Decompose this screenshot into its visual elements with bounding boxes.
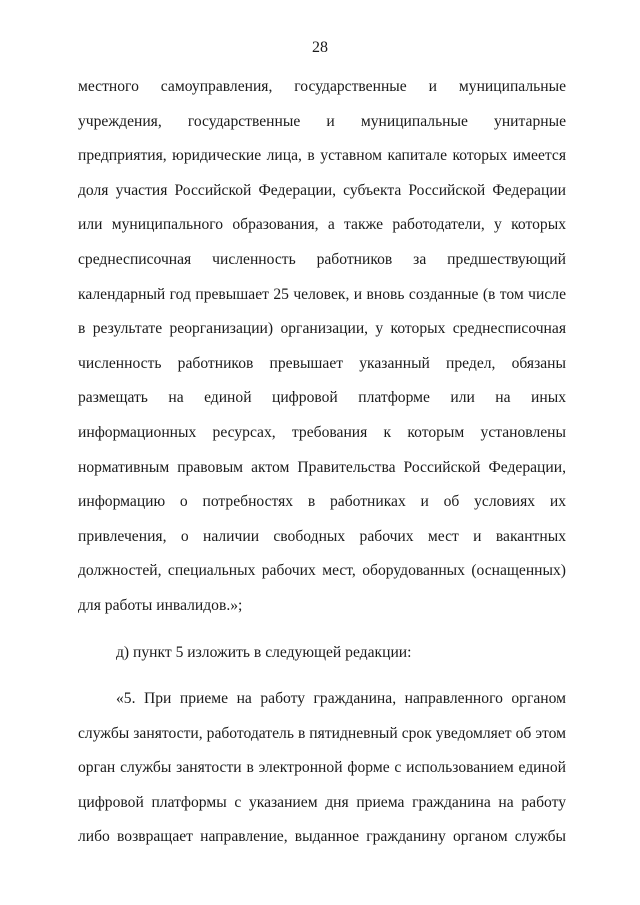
paragraph-continuation: местного самоуправления, государственные и муниципальные учреждения, государственные и муниципальные унитарные предприятия, юридические лица, в уставном капитале которых имеется доля участия Российской Федерации, субъекта Российской Федерации или муниципального образования, а также работодатели, у которых среднесписочная численность работников за предшествующий календарный год превышает 25 человек, и вновь созданные (в том числе в результате реорганизации) организации, у которых среднесписочная численность работников превышает указанный предел, обязаны размещать на единой цифровой платформе или на иных информационных ресурсах, требования к которым установлены нормативным правовым актом Правительства Российской Федерации, информацию о потребностях в работниках и об условиях их привлечения, о наличии свободных рабочих мест и вакантных должностей, специальных рабочих мест, оборудованных (оснащенных) для работы инвалидов.»; (78, 78, 566, 614)
page-number: 28 (312, 39, 328, 56)
paragraph-item-d: д) пункт 5 изложить в следующей редакции: (116, 643, 412, 661)
document-body (78, 70, 566, 855)
paragraph-point-5: «5. При приеме на работу гражданина, направленного органом службы занятости, работодатель в пятидневный срок уведомляет об этом орган службы занятости в электронной форме с использованием единой цифровой платформы с указанием дня приема гражданина на работу либо возвращает направление, выданное гражданину органом службы (78, 690, 566, 846)
